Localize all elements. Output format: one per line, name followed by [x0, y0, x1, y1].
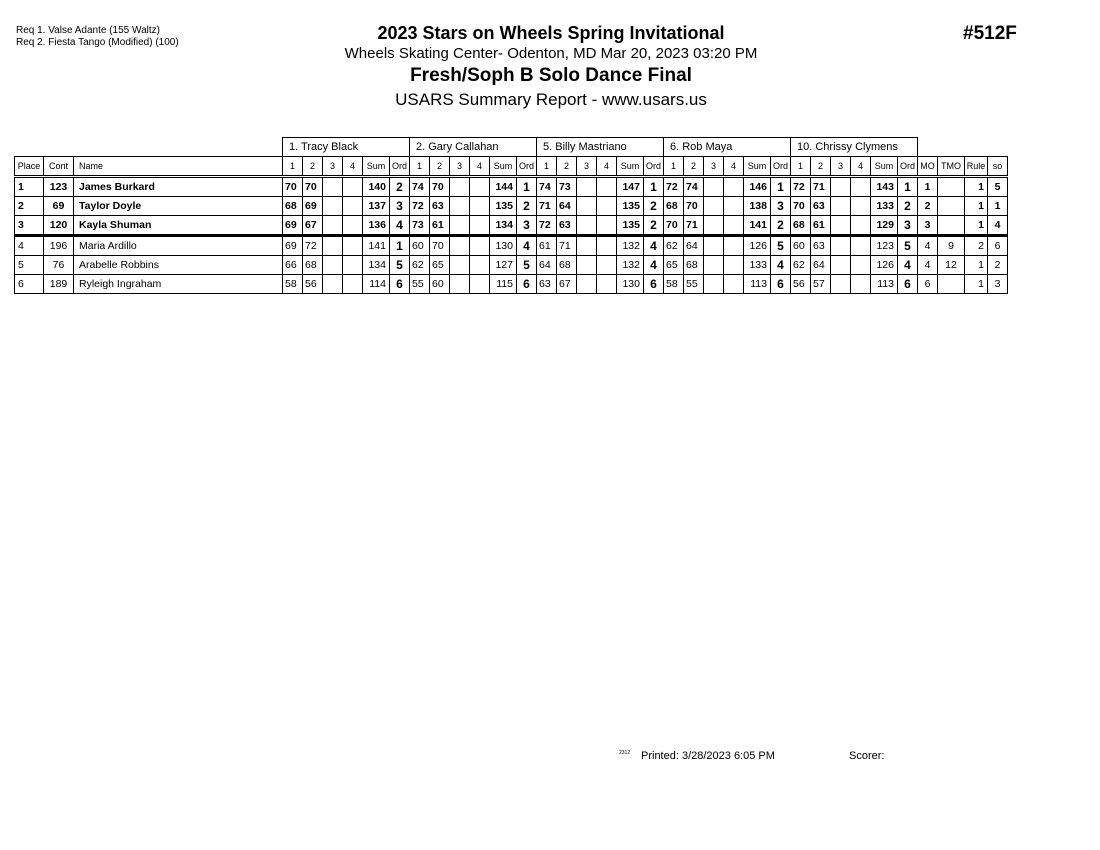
sum-cell: 143 [871, 177, 898, 197]
score-cell: 68 [664, 197, 684, 216]
score-cell: 70 [664, 216, 684, 236]
skater-name: Arabelle Robbins [74, 256, 283, 275]
score-cell [831, 236, 851, 256]
score-cell [597, 177, 617, 197]
sum-cell: 123 [871, 236, 898, 256]
ordinal-cell: 2 [517, 197, 537, 216]
score-cell: 74 [684, 177, 704, 197]
result-row [15, 216, 1008, 236]
result-row [15, 197, 1008, 216]
score-cell: 72 [410, 197, 430, 216]
score-cell: 70 [791, 197, 811, 216]
tmo-cell [938, 177, 965, 197]
judge-5-sum-header: Sum [871, 157, 898, 177]
score-cell: 70 [430, 177, 450, 197]
ordinal-cell: 2 [644, 216, 664, 236]
score-cell [470, 216, 490, 236]
score-cell [450, 236, 470, 256]
score-cell: 69 [283, 236, 303, 256]
score-cell [724, 236, 744, 256]
place-cell: 6 [15, 275, 44, 294]
score-cell [831, 216, 851, 236]
judge-4-ord-header: Ord [771, 157, 791, 177]
score-cell: 69 [283, 216, 303, 236]
score-cell: 72 [537, 216, 557, 236]
score-cell [323, 197, 343, 216]
score-cell: 65 [664, 256, 684, 275]
cont-cell: 189 [44, 275, 74, 294]
score-cell [704, 216, 724, 236]
mo-cell: 6 [918, 275, 938, 294]
score-cell: 61 [430, 216, 450, 236]
venue-date: Wheels Skating Center- Odenton, MD Mar 20, 2023 03:20 PM [344, 45, 758, 62]
score-cell: 58 [664, 275, 684, 294]
score-cell: 68 [283, 197, 303, 216]
ordinal-cell: 2 [390, 177, 410, 197]
judge-4-j3-header: 3 [704, 157, 724, 177]
score-cell: 71 [811, 177, 831, 197]
cont-header: Cont [44, 157, 74, 177]
score-cell: 74 [410, 177, 430, 197]
score-cell [450, 177, 470, 197]
score-cell [450, 197, 470, 216]
score-cell [597, 216, 617, 236]
judge-2-sum-header: Sum [490, 157, 517, 177]
score-cell: 64 [557, 197, 577, 216]
ordinal-cell: 4 [390, 216, 410, 236]
sum-cell: 146 [744, 177, 771, 197]
sum-cell: 130 [490, 236, 517, 256]
tmo-cell [938, 275, 965, 294]
score-cell [597, 236, 617, 256]
judge-1-j3-header: 3 [323, 157, 343, 177]
judge-3-j2-header: 2 [557, 157, 577, 177]
result-row [15, 236, 1008, 256]
score-cell [724, 256, 744, 275]
sum-cell: 129 [871, 216, 898, 236]
score-cell: 55 [410, 275, 430, 294]
printed-date: Printed: 3/28/2023 6:05 PM [641, 750, 775, 762]
judge-5-j4-header: 4 [851, 157, 871, 177]
score-cell [831, 275, 851, 294]
result-row [15, 256, 1008, 275]
score-cell: 72 [664, 177, 684, 197]
tmo-header: TMO [938, 157, 965, 177]
ordinal-cell: 2 [771, 216, 791, 236]
so-cell: 5 [988, 177, 1008, 197]
judge-1-ord-header: Ord [390, 157, 410, 177]
score-cell [597, 275, 617, 294]
cont-cell: 123 [44, 177, 74, 197]
judge-4-j4-header: 4 [724, 157, 744, 177]
skater-name: Ryleigh Ingraham [74, 275, 283, 294]
score-cell: 60 [791, 236, 811, 256]
score-cell [343, 177, 363, 197]
ordinal-cell: 1 [517, 177, 537, 197]
place-header: Place [15, 157, 44, 177]
score-cell: 64 [684, 236, 704, 256]
skater-name: James Burkard [74, 177, 283, 197]
place-cell: 4 [15, 236, 44, 256]
judges-row [15, 138, 1008, 157]
score-cell: 74 [537, 177, 557, 197]
ordinal-cell: 4 [517, 236, 537, 256]
sum-cell: 126 [744, 236, 771, 256]
score-cell [831, 197, 851, 216]
rule-cell: 1 [965, 216, 988, 236]
judge-5-name: 10. Chrissy Clymens [791, 138, 918, 157]
score-cell: 68 [557, 256, 577, 275]
sum-cell: 134 [363, 256, 390, 275]
judge-5-ord-header: Ord [898, 157, 918, 177]
judge-1-j1-header: 1 [283, 157, 303, 177]
score-cell: 64 [537, 256, 557, 275]
sum-cell: 113 [744, 275, 771, 294]
judge-5-j3-header: 3 [831, 157, 851, 177]
score-cell: 62 [791, 256, 811, 275]
result-row [15, 177, 1008, 197]
score-cell: 72 [303, 236, 323, 256]
tmo-cell [938, 216, 965, 236]
cont-cell: 69 [44, 197, 74, 216]
ordinal-cell: 2 [644, 197, 664, 216]
mo-cell: 2 [918, 197, 938, 216]
score-cell [343, 236, 363, 256]
rule-cell: 1 [965, 197, 988, 216]
judge-4-sum-header: Sum [744, 157, 771, 177]
score-cell [577, 197, 597, 216]
score-cell [450, 216, 470, 236]
score-cell: 65 [430, 256, 450, 275]
judge-5-j1-header: 1 [791, 157, 811, 177]
ordinal-cell: 6 [517, 275, 537, 294]
so-header: so [988, 157, 1008, 177]
score-cell: 63 [430, 197, 450, 216]
ordinal-cell: 1 [644, 177, 664, 197]
score-cell: 64 [811, 256, 831, 275]
sum-cell: 144 [490, 177, 517, 197]
sum-cell: 126 [871, 256, 898, 275]
score-cell [597, 197, 617, 216]
sum-cell: 135 [490, 197, 517, 216]
sum-cell: 135 [617, 197, 644, 216]
judge-5-j2-header: 2 [811, 157, 831, 177]
tmo-cell: 12 [938, 256, 965, 275]
sum-cell: 113 [871, 275, 898, 294]
score-cell: 63 [811, 236, 831, 256]
report-title: USARS Summary Report - www.usars.us [395, 90, 707, 109]
score-cell: 73 [557, 177, 577, 197]
ordinal-cell: 3 [898, 216, 918, 236]
result-row [15, 275, 1008, 294]
scorer-label: Scorer: [849, 750, 885, 762]
event-title: Fresh/Soph B Solo Dance Final [410, 65, 692, 86]
score-cell [323, 216, 343, 236]
judge-1-j2-header: 2 [303, 157, 323, 177]
score-cell: 73 [410, 216, 430, 236]
place-cell: 2 [15, 197, 44, 216]
sum-cell: 137 [363, 197, 390, 216]
score-cell: 68 [684, 256, 704, 275]
judge-4-j1-header: 1 [664, 157, 684, 177]
judge-2-j4-header: 4 [470, 157, 490, 177]
score-cell: 58 [283, 275, 303, 294]
ordinal-cell: 4 [644, 236, 664, 256]
sum-cell: 140 [363, 177, 390, 197]
score-cell: 56 [791, 275, 811, 294]
score-cell [704, 177, 724, 197]
judge-3-sum-header: Sum [617, 157, 644, 177]
rule-cell: 1 [965, 177, 988, 197]
skater-name: Maria Ardillo [74, 236, 283, 256]
sum-cell: 127 [490, 256, 517, 275]
sum-cell: 132 [617, 256, 644, 275]
ordinal-cell: 6 [771, 275, 791, 294]
score-cell: 71 [684, 216, 704, 236]
score-cell [323, 275, 343, 294]
score-cell: 60 [410, 236, 430, 256]
rule-header: Rule [965, 157, 988, 177]
cont-cell: 196 [44, 236, 74, 256]
sum-cell: 141 [744, 216, 771, 236]
ordinal-cell: 4 [898, 256, 918, 275]
score-cell [704, 197, 724, 216]
score-cell: 71 [557, 236, 577, 256]
sum-cell: 135 [617, 216, 644, 236]
judge-3-j3-header: 3 [577, 157, 597, 177]
score-cell: 63 [537, 275, 557, 294]
rule-cell: 1 [965, 256, 988, 275]
name-header: Name [74, 157, 283, 177]
sum-cell: 138 [744, 197, 771, 216]
score-cell: 57 [811, 275, 831, 294]
score-cell: 56 [303, 275, 323, 294]
score-cell: 63 [557, 216, 577, 236]
so-cell: 1 [988, 197, 1008, 216]
score-cell: 70 [303, 177, 323, 197]
judge-3-name: 5. Billy Mastriano [537, 138, 664, 157]
score-cell [450, 256, 470, 275]
score-cell: 71 [537, 197, 557, 216]
sum-cell: 134 [490, 216, 517, 236]
event-number: #512F [963, 23, 1017, 44]
cont-cell: 120 [44, 216, 74, 236]
score-cell: 70 [684, 197, 704, 216]
sum-cell: 133 [871, 197, 898, 216]
score-cell: 66 [283, 256, 303, 275]
score-cell [851, 197, 871, 216]
ordinal-cell: 5 [898, 236, 918, 256]
score-cell [724, 216, 744, 236]
score-cell [704, 256, 724, 275]
sum-cell: 115 [490, 275, 517, 294]
score-cell [577, 275, 597, 294]
score-cell [724, 275, 744, 294]
sum-cell: 132 [617, 236, 644, 256]
score-cell [704, 275, 724, 294]
so-cell: 3 [988, 275, 1008, 294]
skater-name: Kayla Shuman [74, 216, 283, 236]
score-cell [831, 256, 851, 275]
ordinal-cell: 3 [390, 197, 410, 216]
ordinal-cell: 1 [771, 177, 791, 197]
judge-3-ord-header: Ord [644, 157, 664, 177]
score-cell [724, 197, 744, 216]
score-cell: 68 [791, 216, 811, 236]
score-cell: 62 [664, 236, 684, 256]
sum-cell: 141 [363, 236, 390, 256]
score-cell [470, 177, 490, 197]
score-cell [470, 197, 490, 216]
skater-name: Taylor Doyle [74, 197, 283, 216]
ordinal-cell: 5 [517, 256, 537, 275]
mo-cell: 4 [918, 256, 938, 275]
ordinal-cell: 1 [390, 236, 410, 256]
score-cell: 69 [303, 197, 323, 216]
ordinal-cell: 3 [771, 197, 791, 216]
score-cell [323, 256, 343, 275]
score-cell [470, 275, 490, 294]
so-cell: 2 [988, 256, 1008, 275]
score-cell: 67 [303, 216, 323, 236]
cont-cell: 76 [44, 256, 74, 275]
score-cell: 68 [303, 256, 323, 275]
score-cell [343, 197, 363, 216]
place-cell: 3 [15, 216, 44, 236]
sum-cell: 114 [363, 275, 390, 294]
score-cell: 70 [430, 236, 450, 256]
score-cell: 70 [283, 177, 303, 197]
judge-2-name: 2. Gary Callahan [410, 138, 537, 157]
footer-code: 2312 [619, 750, 631, 756]
competition-title: 2023 Stars on Wheels Spring Invitational [377, 23, 725, 43]
ordinal-cell: 6 [898, 275, 918, 294]
score-cell [831, 177, 851, 197]
ordinal-cell: 5 [771, 236, 791, 256]
mo-cell: 4 [918, 236, 938, 256]
score-cell: 62 [410, 256, 430, 275]
judge-2-j3-header: 3 [450, 157, 470, 177]
requirement-1: Req 1. Valse Adante (155 Waltz) [16, 25, 160, 36]
results-table [14, 137, 1008, 294]
so-cell: 4 [988, 216, 1008, 236]
judge-1-j4-header: 4 [343, 157, 363, 177]
sum-cell: 136 [363, 216, 390, 236]
judge-2-j2-header: 2 [430, 157, 450, 177]
ordinal-cell: 4 [771, 256, 791, 275]
judge-4-name: 6. Rob Maya [664, 138, 791, 157]
score-cell [577, 216, 597, 236]
mo-cell: 1 [918, 177, 938, 197]
score-cell [323, 177, 343, 197]
score-cell [343, 216, 363, 236]
sum-cell: 133 [744, 256, 771, 275]
ordinal-cell: 4 [644, 256, 664, 275]
score-cell [343, 256, 363, 275]
judge-3-j1-header: 1 [537, 157, 557, 177]
score-cell [851, 256, 871, 275]
place-cell: 1 [15, 177, 44, 197]
ordinal-cell: 1 [898, 177, 918, 197]
score-cell [577, 177, 597, 197]
sum-cell: 130 [617, 275, 644, 294]
score-cell [851, 236, 871, 256]
sum-cell: 147 [617, 177, 644, 197]
score-cell [724, 177, 744, 197]
ordinal-cell: 5 [390, 256, 410, 275]
score-cell: 55 [684, 275, 704, 294]
ordinal-cell: 3 [517, 216, 537, 236]
score-cell [470, 236, 490, 256]
ordinal-cell: 6 [644, 275, 664, 294]
mo-header: MO [918, 157, 938, 177]
score-cell: 63 [811, 197, 831, 216]
requirement-2: Req 2. Fiesta Tango (Modified) (100) [16, 37, 179, 48]
mo-cell: 3 [918, 216, 938, 236]
score-cell: 72 [791, 177, 811, 197]
tmo-cell: 9 [938, 236, 965, 256]
judge-4-j2-header: 2 [684, 157, 704, 177]
score-cell: 61 [811, 216, 831, 236]
score-cell [597, 256, 617, 275]
score-cell [851, 275, 871, 294]
place-cell: 5 [15, 256, 44, 275]
score-cell: 67 [557, 275, 577, 294]
score-cell [450, 275, 470, 294]
rule-cell: 2 [965, 236, 988, 256]
score-cell [470, 256, 490, 275]
judge-3-j4-header: 4 [597, 157, 617, 177]
score-cell [323, 236, 343, 256]
score-cell [704, 236, 724, 256]
ordinal-cell: 2 [898, 197, 918, 216]
score-cell: 61 [537, 236, 557, 256]
so-cell: 6 [988, 236, 1008, 256]
judge-2-j1-header: 1 [410, 157, 430, 177]
judge-2-ord-header: Ord [517, 157, 537, 177]
score-cell [577, 236, 597, 256]
score-cell [343, 275, 363, 294]
column-header-row [15, 157, 1008, 177]
rule-cell: 1 [965, 275, 988, 294]
score-cell [577, 256, 597, 275]
ordinal-cell: 6 [390, 275, 410, 294]
score-cell: 60 [430, 275, 450, 294]
judge-1-sum-header: Sum [363, 157, 390, 177]
judge-1-name: 1. Tracy Black [283, 138, 410, 157]
score-cell [851, 216, 871, 236]
score-cell [851, 177, 871, 197]
tmo-cell [938, 197, 965, 216]
